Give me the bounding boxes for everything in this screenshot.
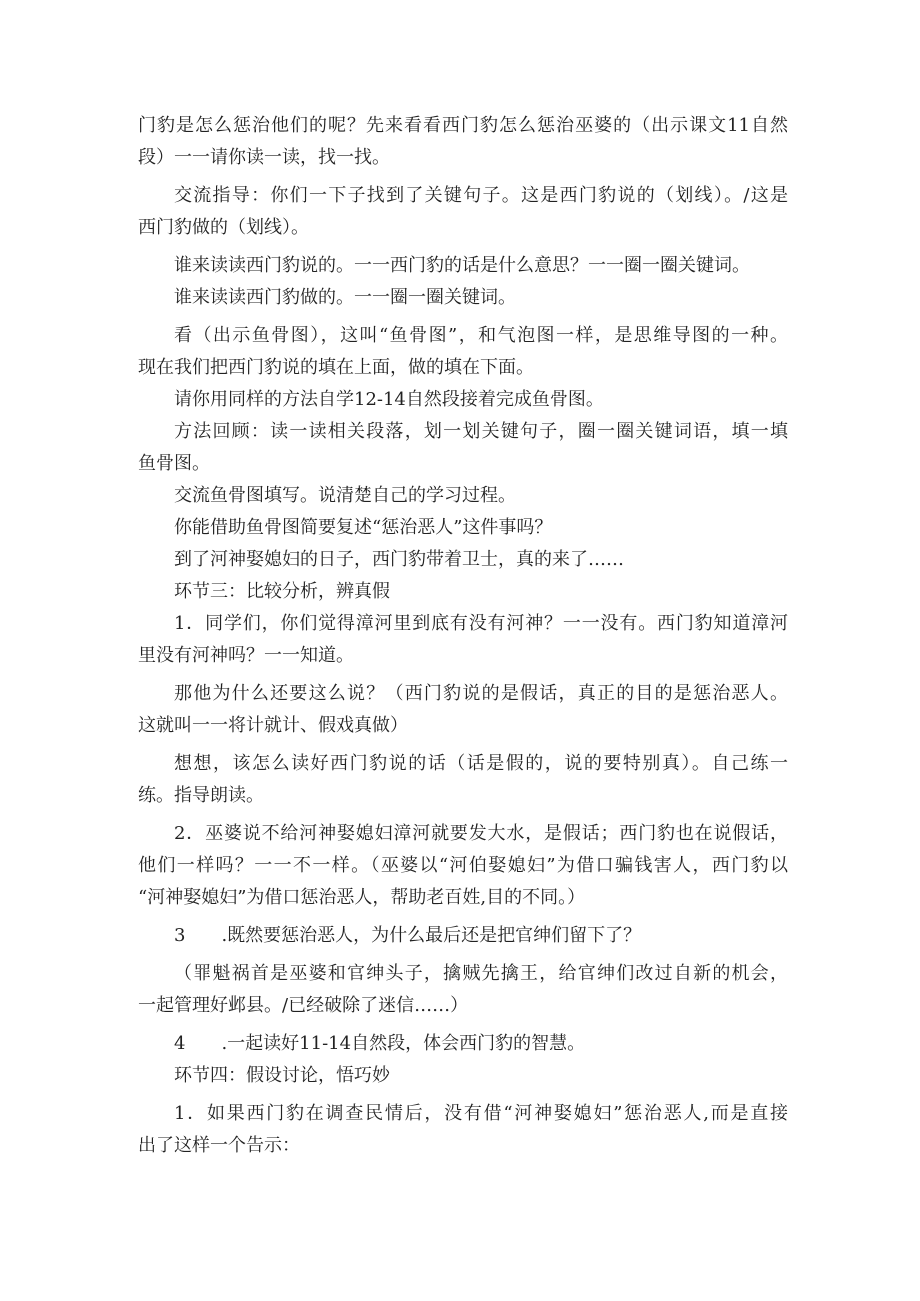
paragraph xyxy=(138,544,788,576)
text-line: 请你用同样的方法自学12-14自然段接着完成鱼骨图。 xyxy=(174,389,604,410)
text-line: 谁来读读西门豹说的。一一西门豹的话是什么意思？一一圈一圈关键词。 xyxy=(174,255,750,276)
text-line: 里没有河神吗？一一知道。 xyxy=(138,645,354,666)
text-line: 3 .既然要惩治恶人，为什么最后还是把官绅们留下了？ xyxy=(174,925,642,946)
text-line: 一起管理好邺县。/已经破除了迷信……） xyxy=(138,995,469,1016)
text-line: 交流指导：你们一下子找到了关键句子。这是西门豹说的（划线）。/这是 xyxy=(174,185,788,206)
paragraph xyxy=(138,320,788,384)
text-line: 交流鱼骨图填写。说清楚自己的学习过程。 xyxy=(174,485,516,506)
text-line: 出了这样一个告示： xyxy=(138,1135,300,1156)
text-line: 环节三：比较分析，辨真假 xyxy=(174,581,390,602)
text-line: 段）一一请你读一读，找一找。 xyxy=(138,147,390,168)
text-line: 这就叫一一将计就计、假戏真做） xyxy=(138,715,408,736)
text-line: 环节四：假设讨论，悟巧妙 xyxy=(174,1065,390,1086)
paragraph xyxy=(138,818,788,914)
section-heading xyxy=(138,1060,788,1092)
text-line: 现在我们把西门豹说的填在上面，做的填在下面。 xyxy=(138,357,534,378)
paragraph xyxy=(138,384,788,416)
paragraph xyxy=(138,416,788,480)
paragraph xyxy=(138,748,788,812)
text-line: 到了河神娶媳妇的日子，西门豹带着卫士，真的来了…… xyxy=(174,549,624,570)
text-line: 鱼骨图。 xyxy=(138,453,210,474)
text-line: （罪魁祸首是巫婆和官绅头子，擒贼先擒王，给官绅们改过自新的机会， xyxy=(174,963,788,984)
document-body xyxy=(138,110,788,1162)
paragraph xyxy=(138,1098,788,1162)
text-line: 门豹是怎么惩治他们的呢？先来看看西门豹怎么惩治巫婆的（出示课文11自然 xyxy=(138,115,788,136)
text-line: 谁来读读西门豹做的。一一圈一圈关键词。 xyxy=(174,287,516,308)
paragraph xyxy=(138,958,788,1022)
text-line: 4 .一起读好11-14自然段，体会西门豹的智慧。 xyxy=(174,1033,586,1054)
text-line: 练。指导朗读。 xyxy=(138,785,264,806)
paragraph xyxy=(138,180,788,244)
text-line: 方法回顾：读一读相关段落，划一划关键句子，圈一圈关键词语，填一填 xyxy=(174,421,788,442)
text-line: 看（出示鱼骨图），这叫“鱼骨图”，和气泡图一样，是思维导图的一种。 xyxy=(174,325,788,346)
text-line: 想想，该怎么读好西门豹说的话（话是假的，说的要特别真）。自己练一 xyxy=(174,753,788,774)
section-heading xyxy=(138,576,788,608)
paragraph xyxy=(138,282,788,314)
paragraph xyxy=(138,920,788,952)
paragraph xyxy=(138,110,788,174)
text-line: 他们一样吗？一一不一样。（巫婆以“河伯娶媳妇”为借口骗钱害人，西门豹以 xyxy=(138,855,788,876)
text-line: “河神娶媳妇”为借口惩治恶人，帮助老百姓,目的不同。） xyxy=(138,887,586,908)
paragraph xyxy=(138,608,788,672)
text-line: 2．巫婆说不给河神娶媳妇漳河就要发大水，是假话；西门豹也在说假话， xyxy=(174,823,788,844)
text-line: 你能借助鱼骨图简要复述“惩治恶人”这件事吗？ xyxy=(174,517,553,538)
text-line: 1．同学们，你们觉得漳河里到底有没有河神？一一没有。西门豹知道漳河 xyxy=(174,613,788,634)
paragraph xyxy=(138,480,788,512)
text-line: 1．如果西门豹在调查民情后，没有借“河神娶媳妇”惩治恶人,而是直接 xyxy=(174,1103,788,1124)
paragraph xyxy=(138,678,788,742)
text-line: 西门豹做的（划线）。 xyxy=(138,217,309,238)
text-line: 那他为什么还要这么说？（西门豹说的是假话，真正的目的是惩治恶人。 xyxy=(174,683,788,704)
paragraph xyxy=(138,250,788,282)
paragraph xyxy=(138,1028,788,1060)
paragraph xyxy=(138,512,788,544)
